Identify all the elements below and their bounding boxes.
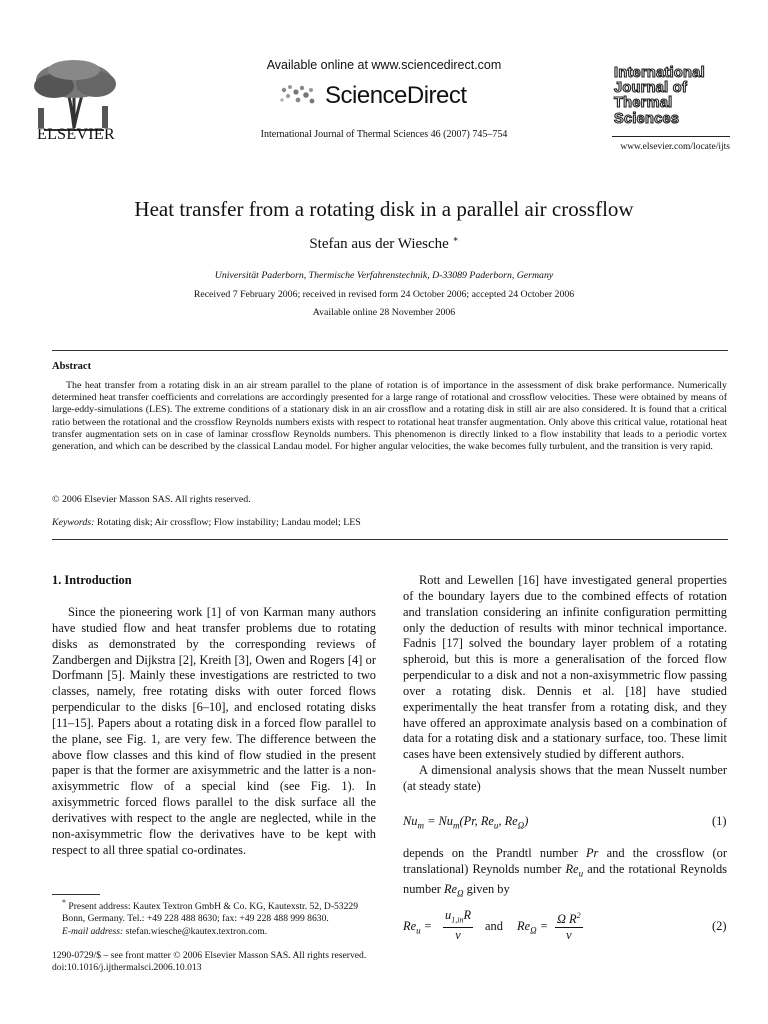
symbol-subscript: u — [578, 868, 584, 879]
fraction — [555, 908, 583, 943]
journal-logo-line: Journal of — [614, 80, 688, 97]
available-online-date: Available online 28 November 2006 — [312, 307, 456, 318]
eq-symbol: Re — [517, 919, 531, 933]
author-name-text: Stefan aus der Wiesche — [309, 236, 449, 252]
eq-lhs: $Re_\Omega$ = — [517, 919, 549, 936]
author-name — [0, 234, 768, 253]
issn-line: 1290-0729/$ – see front matter © 2006 Elsevier Masson SAS. All rights reserved. — [52, 950, 367, 961]
sciencedirect-dots-icon — [278, 82, 318, 108]
eq-symbol: (Pr, Re — [459, 814, 494, 828]
article-title: Heat transfer from a rotating disk in a parallel air crossflow — [134, 197, 634, 221]
symbol: Pr — [585, 846, 599, 860]
paragraph: Since the pioneering work [1] of von Karman many authors have studied flow and heat transfer problems due to rotating disks as demonstrated by the corresponding reviews of Zandbergen and Dijkstra [2], Kreith [3], Owen and Rogers [4] or Dorfmann [5]. Mainly these investigations are restricted to two classes, namely, free rotating disks with outer forced flows perpendicular to the disks [6–10], and enclosed rotating disks [11–15]. Papers about a rotating disk in a forced flow parallel to the plane, see Fig. 1, are very few. The difference between the above flow classes and this kind of flow studied in the present paper is that the former are axisymmetric and the latter is a non-axisymmetric flow of a special kind (see Fig. 1). In axisymmetric forced flows parallel to the disk surface all the derivatives with respect to the angle are neglected, while in the non-axisymmetric flow the derivatives have to be kept with respect to all three spatial co-ordinates. — [52, 605, 376, 857]
eq-subscript: u — [416, 925, 421, 936]
abstract-copyright: © 2006 Elsevier Masson SAS. All rights reserved. — [52, 494, 251, 505]
journal-logo-line: International — [614, 65, 705, 81]
paragraph: Rott and Lewellen [16] have investigated general properties of the boundary layers due to the combined effects of rotation and translation considering an infinite configuration permitting only the deduction of results with minor technical importance. Fadnis [17] solved the boundary layer problem of a rotating spheroid, but this is more a generalisation of the forced flow perpendicular to a disk and not a non-axisymmetric flow passing over a rotating disk. Dennis et al. [18] have studied experimentally the heat transfer from a rotating disk, and they have offered an approximate analysis based on a combination of data for a rotating disk and a stationary surface, too. These limit cases have been extensively studied by different authors. — [403, 573, 727, 762]
divider — [52, 350, 728, 351]
text-run: and the crossflow (or translational) Reynolds number — [403, 846, 727, 876]
abstract-text: The heat transfer from a rotating disk in an air stream parallel to the plane of rotation is of importance in the assessment of disk brake performance. Numerically determined heat transfer coefficients and correlations are accordingly presented for a large range of rotational and crossflow velocities. These were obtained by means of large-eddy-simulations (LES). The extreme conditions of a stationary disk in an air crossflow and a rotating disk in still air are also considered. It is found that a critical ratio between the rotational and the crossflow Reynolds numbers exists with respect to rotational heat transfer augmentation. Only above this critical value, rotational heat transfer augmentation sets on in case of laminar crossflow Reynolds numbers. This phenomenon is directly linked to a flow instability that leads to a periodic vortex generation, and which can be described by the classical Landau model. For higher angular velocities, the wake becomes fully turbulent, and the transition is very rapid. — [52, 380, 727, 453]
footnote-rule — [52, 894, 100, 895]
eq-symbol: Nu — [403, 814, 418, 828]
footnote — [52, 897, 378, 938]
symbol — [443, 882, 464, 899]
symbol-text: Re — [443, 882, 458, 897]
paragraph: A dimensional analysis shows that the mean Nusselt number (at steady state) — [403, 763, 727, 793]
symbol-subscript: Ω — [457, 888, 464, 899]
equation-number: (2) — [712, 919, 727, 933]
keywords-list: Rotating disk; Air crossflow; Flow instability; Landau model; LES — [96, 517, 361, 528]
journal-url-link[interactable]: www.elsevier.com/locate/ijts — [620, 142, 730, 152]
eq-subscript: m — [417, 820, 424, 831]
paragraph-after-eq1 — [403, 846, 727, 902]
eq-subscript: Ω — [530, 925, 537, 936]
eq-symbol: u — [445, 908, 452, 922]
eq-symbol: R — [463, 908, 472, 922]
email-label: E-mail address: — [62, 925, 124, 937]
journal-logo-rule — [612, 136, 730, 137]
equation-2 — [403, 908, 703, 942]
eq-subscript: u — [493, 820, 499, 831]
eq-subscript: 1,in — [451, 915, 464, 925]
eq-subscript: Ω — [517, 820, 525, 831]
divider — [52, 539, 728, 540]
email-address[interactable]: stefan.wiesche@kautex.textron.com. — [125, 925, 268, 937]
symbol — [565, 861, 584, 879]
journal-logo-line: Sciences — [614, 110, 680, 127]
equation-number: (1) — [712, 814, 727, 828]
keywords-label: Keywords: — [52, 517, 95, 528]
eq-symbol: = Nu — [427, 814, 453, 828]
eq-symbol: Ω R — [557, 912, 577, 927]
keywords — [52, 517, 361, 528]
footnote-address: Present address: Kautex Textron GmbH & Co. KG, Kautexstr. 52, D-53229 Bonn, Germany. Tel.: +49 228 488 8630; fax: +49 228 488 999 8630. — [62, 901, 358, 925]
text-run: given by — [466, 882, 510, 897]
doi-link[interactable]: doi:10.1016/j.ijthermalsci.2006.10.013 — [52, 962, 202, 974]
journal-citation: International Journal of Thermal Sciences 46 (2007) 745–754 — [260, 129, 508, 140]
fraction — [443, 908, 473, 943]
eq-lhs: $Re_u$ = — [403, 919, 433, 936]
eq-symbol: , Re — [498, 814, 518, 828]
author-footnote-mark[interactable]: ∗ — [452, 234, 459, 244]
eq-conjunction: and — [485, 919, 503, 933]
text-run: depends on the Prandtl number — [403, 846, 578, 860]
journal-logo-line: Thermal — [614, 95, 673, 112]
section-heading: 1. Introduction — [52, 573, 132, 587]
publisher-wordmark: ELSEVIER — [37, 126, 115, 143]
available-online-link[interactable]: Available online at www.sciencedirect.com — [266, 58, 502, 72]
sciencedirect-wordmark: ScienceDirect — [325, 82, 467, 109]
numerator — [443, 908, 473, 928]
denominator: ν — [566, 928, 572, 943]
journal-logo — [614, 66, 732, 127]
eq-symbol: ) — [524, 814, 529, 828]
footnote-mark: * — [62, 898, 66, 907]
eq-subscript: m — [453, 820, 460, 831]
eq-superscript: 2 — [576, 911, 581, 920]
right-column — [403, 573, 727, 795]
left-column — [52, 605, 376, 859]
eq-symbol: Re — [403, 919, 417, 933]
front-matter — [52, 950, 366, 974]
text-run: and the rotational Reynolds number — [403, 861, 727, 897]
symbol-text: Re — [565, 861, 579, 876]
received-dates: Received 7 February 2006; received in revised form 24 October 2006; accepted 24 October 2006 — [193, 289, 575, 300]
abstract-heading: Abstract — [52, 361, 92, 372]
numerator — [555, 908, 583, 928]
affiliation: Universität Paderborn, Thermische Verfahrenstechnik, D-33089 Paderborn, Germany — [214, 270, 554, 281]
equation-1 — [403, 814, 528, 830]
denominator: ν — [455, 928, 461, 943]
